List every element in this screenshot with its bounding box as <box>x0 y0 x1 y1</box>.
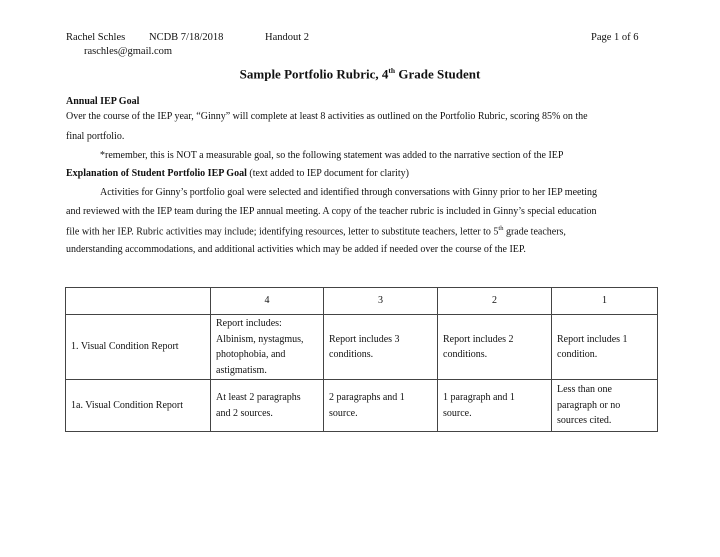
rubric-header-score-4: 4 <box>211 288 324 315</box>
rubric-header-row <box>66 288 658 315</box>
explanation-heading-line <box>66 168 409 179</box>
annual-goal-text-line-1: Over the course of the IEP year, “Ginny” will complete at least 8 activities as outlined on the Portfolio Rubric, scoring 85% on the <box>66 111 588 122</box>
explanation-heading: Explanation of Student Portfolio IEP Goal <box>66 168 247 179</box>
explanation-text-line-3: file with her IEP. Rubric activities may include; identifying resources, letter to substitute teachers, letter to 5th grade teachers, <box>66 225 566 238</box>
rubric-header-score-1: 1 <box>552 288 658 315</box>
rubric-cell-score-1: Less than one paragraph or no sources cited. <box>552 380 658 432</box>
rubric-header-blank <box>66 288 211 315</box>
explanation-text-line-1: Activities for Ginny’s portfolio goal were selected and identified through conversations with Ginny prior to her IEP meeting <box>100 187 598 198</box>
explanation-heading-note: (text added to IEP document for clarity) <box>246 168 409 179</box>
rubric-cell-score-2: 1 paragraph and 1 source. <box>438 380 552 432</box>
rubric-cell-score-4: Report includes: Albinism, nystagmus, photophobia, and astigmatism. <box>211 315 324 380</box>
table-row <box>66 380 658 432</box>
rubric-cell-score-1: Report includes 1 condition. <box>552 315 658 380</box>
header-handout: Handout 2 <box>265 32 310 43</box>
annual-goal-note: *remember, this is NOT a measurable goal, so the following statement was added to the narrative section of the IEP <box>100 150 564 161</box>
header-ref: NCDB 7/18/2018 <box>149 32 224 43</box>
rubric-cell-score-3: Report includes 3 conditions. <box>324 315 438 380</box>
rubric-criterion: 1. Visual Condition Report <box>66 315 211 380</box>
rubric-cell-score-4: At least 2 paragraphs and 2 sources. <box>211 380 324 432</box>
annual-goal-text-line-2: final portfolio. <box>66 131 125 142</box>
rubric-criterion: 1a. Visual Condition Report <box>66 380 211 432</box>
explanation-text-line-2: and reviewed with the IEP team during the IEP annual meeting. A copy of the teacher rubric is included in Ginny’s special education <box>66 206 597 217</box>
rubric-table <box>65 287 658 432</box>
rubric-header-score-3: 3 <box>324 288 438 315</box>
table-row <box>66 315 658 380</box>
rubric-cell-score-2: Report includes 2 conditions. <box>438 315 552 380</box>
header-page-number: Page 1 of 6 <box>591 32 639 43</box>
header-email: raschles@gmail.com <box>84 46 173 57</box>
header-author: Rachel Schles <box>66 32 126 43</box>
rubric-cell-score-3: 2 paragraphs and 1 source. <box>324 380 438 432</box>
rubric-header-score-2: 2 <box>438 288 552 315</box>
page-title: Sample Portfolio Rubric, 4th Grade Student <box>239 66 481 82</box>
annual-goal-heading: Annual IEP Goal <box>66 96 140 107</box>
explanation-text-line-4: understanding accommodations, and additional activities which may be added if needed over the course of the IEP. <box>66 244 526 255</box>
